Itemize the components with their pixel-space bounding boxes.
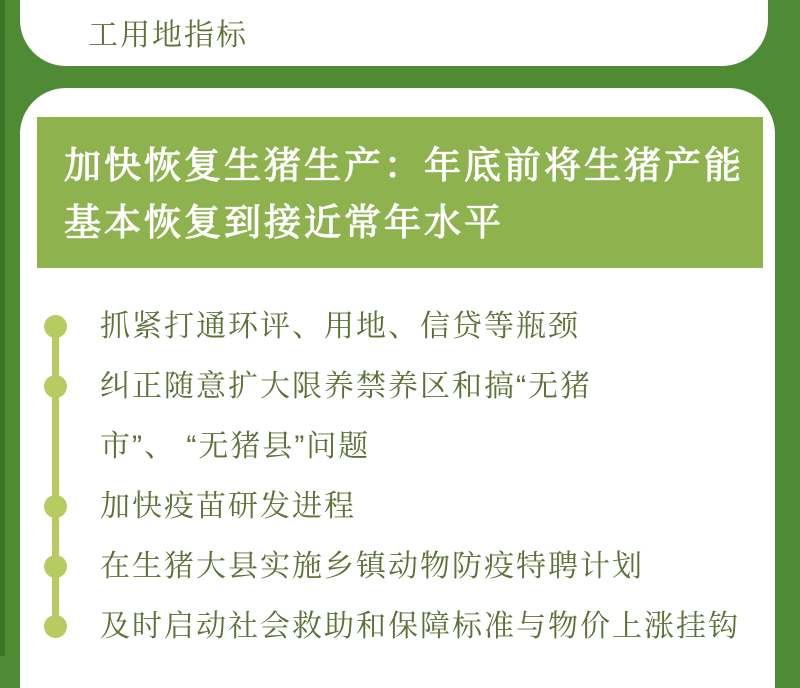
bullet-dot-icon — [44, 555, 67, 578]
bullet-item — [44, 537, 754, 597]
section-tail-text: 工用地指标 — [88, 19, 248, 52]
bullet-text-line: 市”、 “无猪县”问题 — [100, 430, 371, 463]
bullet-text-line: 及时启动社会救助和保障标准与物价上涨挂钩 — [100, 610, 740, 643]
bullet-dot-icon — [44, 315, 67, 338]
bullet-list — [44, 297, 754, 657]
bullet-item — [44, 477, 754, 537]
bullet-text — [100, 597, 740, 657]
bullet-dot-icon — [44, 375, 67, 398]
bullet-text-line: 加快疫苗研发进程 — [100, 490, 356, 523]
bullet-text — [100, 477, 356, 537]
section-tail-card — [20, 0, 768, 66]
headline-banner — [37, 117, 763, 268]
bullet-text-line: 纠正随意扩大限养禁养区和搞“无猪 — [100, 370, 592, 403]
headline-line-1: 加快恢复生猪生产：年底前将生猪产能 — [64, 145, 744, 186]
bullet-dot-icon — [44, 495, 67, 518]
bullet-dot-icon — [44, 615, 67, 638]
headline-line-2: 基本恢复到接近常年水平 — [64, 202, 504, 243]
bullet-text — [100, 357, 592, 477]
bullet-text — [100, 297, 580, 357]
bullet-text-line: 在生猪大县实施乡镇动物防疫特聘计划 — [100, 550, 644, 583]
bullet-item — [44, 597, 754, 657]
bullet-item — [44, 357, 754, 477]
left-edge-strip — [0, 0, 5, 656]
bullet-item — [44, 297, 754, 357]
main-card — [20, 88, 775, 688]
bullet-text-line: 抓紧打通环评、用地、信贷等瓶颈 — [100, 310, 580, 343]
bullet-text — [100, 537, 644, 597]
